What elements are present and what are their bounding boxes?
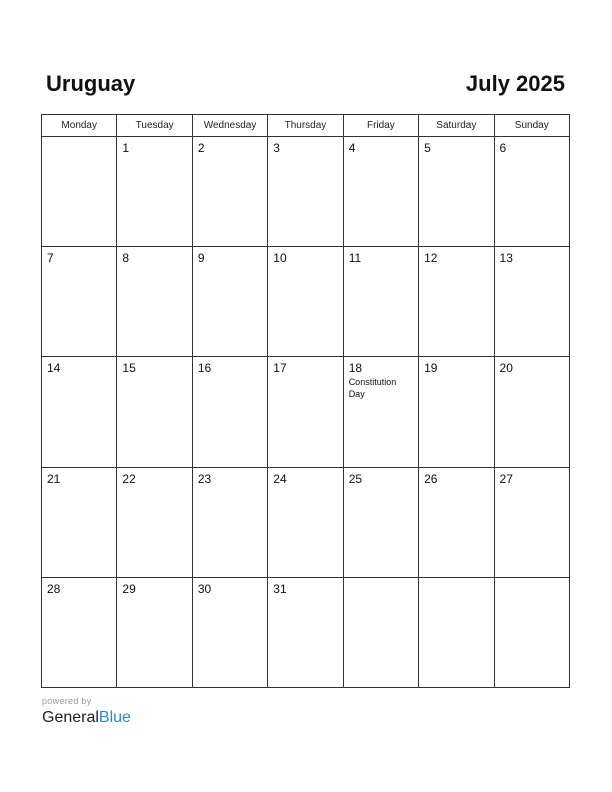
day-number: 23: [197, 471, 212, 486]
day-cell: [419, 467, 494, 577]
day-number: [419, 578, 493, 582]
day-number: 8: [122, 251, 130, 266]
day-number: 15: [122, 361, 136, 376]
day-cell: [117, 247, 192, 357]
weekday-tuesday: Tuesday: [117, 115, 192, 137]
day-cell: [117, 577, 192, 687]
day-cell: [192, 247, 267, 357]
week-row: [42, 467, 570, 577]
calendar-grid: [41, 114, 570, 688]
day-number: 1: [122, 141, 130, 155]
day-number: 16: [197, 361, 212, 376]
day-number: 18: [348, 361, 363, 376]
day-cell: [419, 137, 494, 247]
day-cell: [268, 467, 343, 577]
day-number: 24: [273, 471, 287, 486]
day-cell: [343, 247, 418, 357]
day-cell: [268, 357, 343, 467]
day-number: 25: [348, 471, 363, 486]
day-cell: [117, 357, 192, 467]
day-cell: [268, 247, 343, 357]
day-number: 28: [47, 581, 61, 596]
day-number: 27: [499, 471, 513, 486]
calendar-weeks: [42, 137, 570, 688]
day-cell: [494, 137, 569, 247]
day-number: 21: [47, 471, 61, 486]
day-cell: [343, 467, 418, 577]
day-number: 29: [122, 581, 136, 596]
country-title: Uruguay: [46, 71, 136, 96]
day-cell: [494, 577, 569, 687]
day-cell: [343, 577, 418, 687]
day-number: 12: [424, 251, 438, 266]
week-row: [42, 357, 570, 467]
holiday-label: Constitution Day: [348, 377, 397, 400]
day-cell: [268, 137, 343, 247]
day-number: 17: [273, 361, 287, 376]
day-cell: [419, 577, 494, 687]
day-cell: [192, 137, 267, 247]
day-number: 14: [47, 361, 61, 376]
day-cell: [42, 357, 117, 467]
day-number: 26: [424, 471, 438, 486]
day-number: 19: [424, 361, 438, 376]
day-number: [344, 578, 418, 582]
day-number: 20: [499, 361, 513, 376]
day-number: [495, 578, 569, 582]
day-number: 3: [273, 141, 280, 155]
day-cell: [494, 467, 569, 577]
day-cell: [343, 137, 418, 247]
day-cell: [494, 357, 569, 467]
month-title: July 2025: [465, 71, 565, 96]
day-number: 7: [47, 251, 54, 266]
brand-logo: [42, 708, 131, 728]
day-cell: [343, 357, 418, 467]
weekday-header-row: [42, 115, 570, 137]
day-cell: [42, 137, 117, 247]
day-cell: [42, 577, 117, 687]
day-number: 6: [499, 141, 507, 155]
day-number: 4: [348, 141, 356, 155]
brand-general-text: General: [42, 709, 99, 726]
day-cell: [192, 357, 267, 467]
powered-by-label: powered by: [42, 696, 92, 706]
day-number: 2: [197, 141, 205, 155]
day-number: 10: [273, 251, 287, 266]
day-number: 30: [197, 581, 212, 596]
day-number: 5: [424, 141, 431, 155]
day-number: 22: [122, 471, 136, 486]
weekday-friday: Friday: [343, 115, 418, 137]
weekday-thursday: Thursday: [268, 115, 343, 137]
weekday-sunday: Sunday: [494, 115, 569, 137]
day-cell: [494, 247, 569, 357]
day-number: [42, 137, 116, 141]
weekday-wednesday: Wednesday: [192, 115, 267, 137]
day-cell: [192, 577, 267, 687]
day-cell: [268, 577, 343, 687]
day-cell: [117, 137, 192, 247]
week-row: [42, 247, 570, 357]
day-number: 11: [348, 251, 362, 266]
day-cell: [419, 357, 494, 467]
weekday-saturday: Saturday: [419, 115, 494, 137]
day-cell: [117, 467, 192, 577]
day-cell: [419, 247, 494, 357]
weekday-monday: Monday: [42, 115, 117, 137]
week-row: [42, 577, 570, 687]
brand-blue-text: Blue: [98, 709, 131, 726]
day-number: 13: [499, 251, 513, 266]
day-cell: [192, 467, 267, 577]
day-number: 9: [197, 251, 205, 266]
footer-branding: [42, 696, 131, 728]
week-row: [42, 137, 570, 247]
day-cell: [42, 247, 117, 357]
day-number: 31: [273, 581, 287, 596]
day-cell: [42, 467, 117, 577]
